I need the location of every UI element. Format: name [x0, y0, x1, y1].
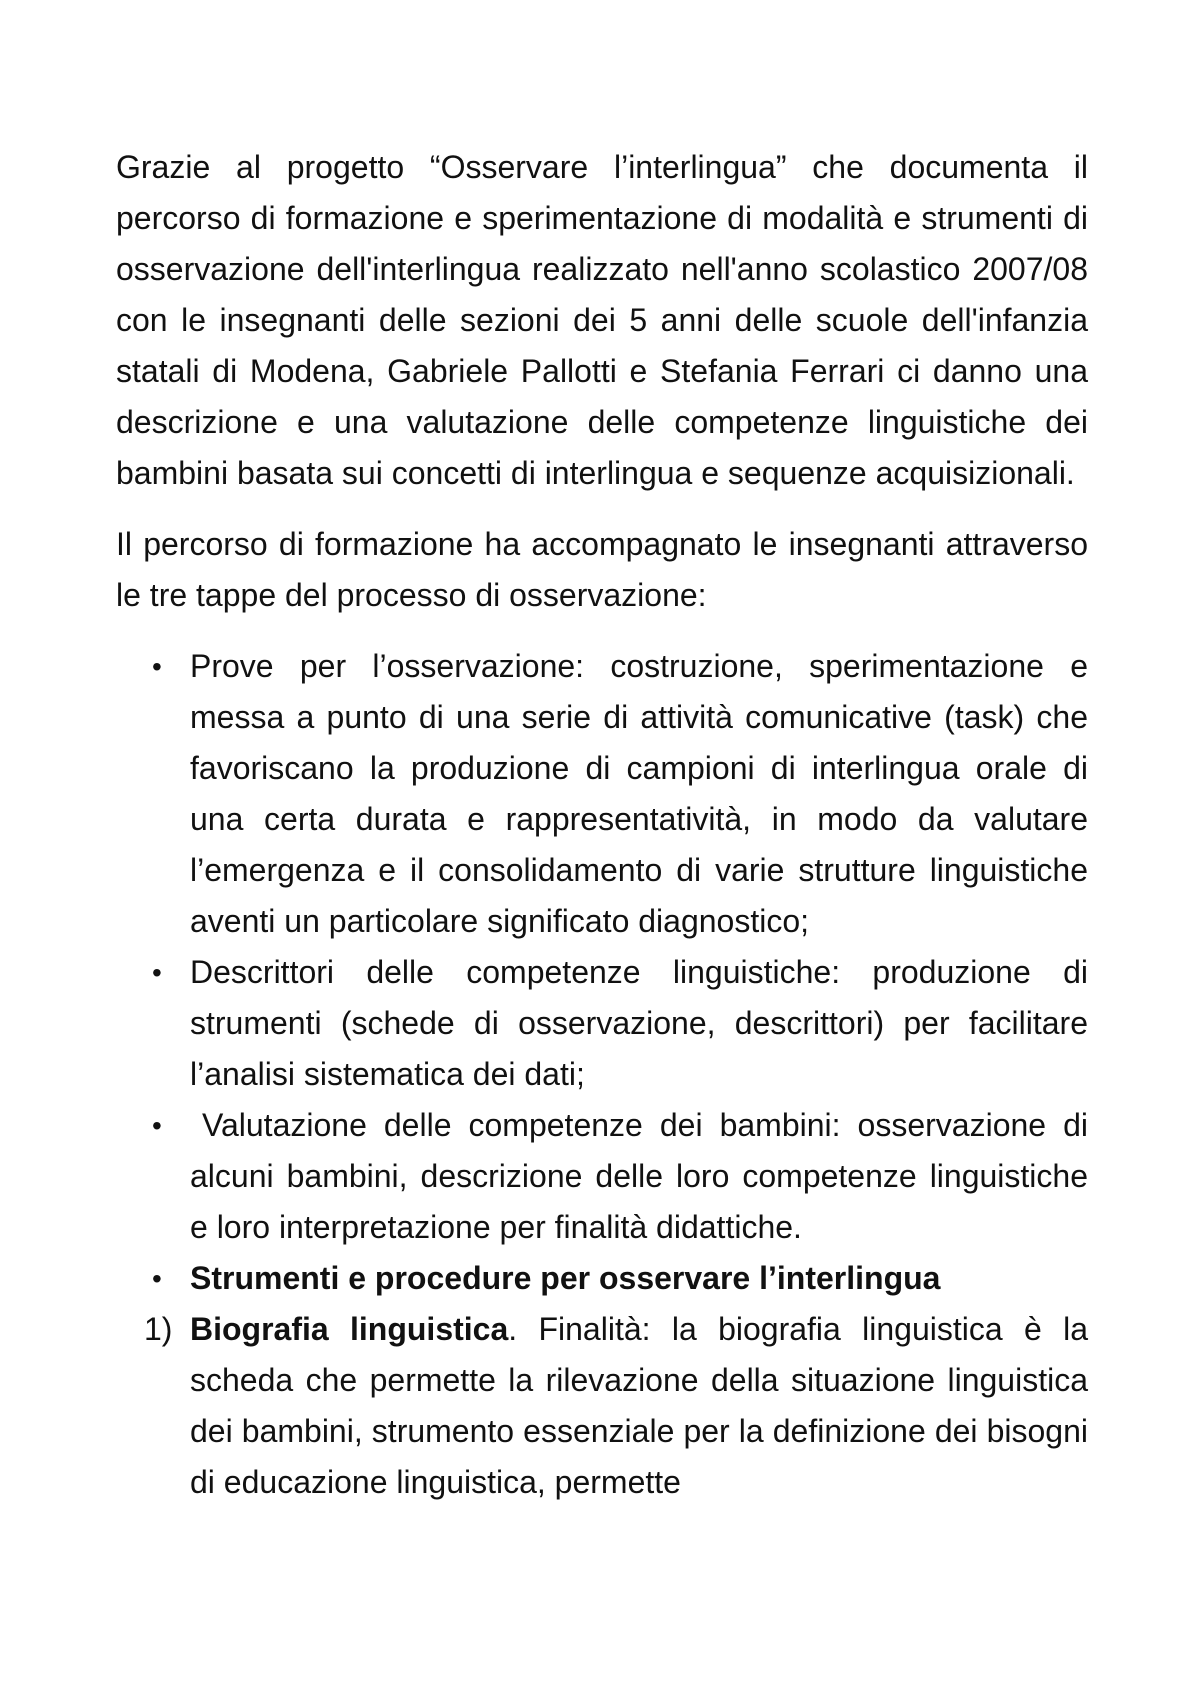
bullet-marker: • [152, 651, 162, 682]
list-item [116, 1100, 1088, 1253]
bullet-list [116, 641, 1088, 1304]
numbered-item [116, 1304, 1088, 1508]
intro-paragraph-1: Grazie al progetto “Osservare l’interlingua” che documenta il percorso di formazione e sperimentazione di modalità e strumenti di osservazione dell'interlingua realizzato nell'anno scolastico 2007/08 con le insegnanti delle sezioni dei 5 anni delle scuole dell'infanzia statali di Modena, Gabriele Pallotti e Stefania Ferrari ci danno una descrizione e una valutazione delle competenze linguistiche dei bambini basata sui concetti di interlingua e sequenze acquisizionali. [116, 149, 1088, 491]
intro-paragraph-2: Il percorso di formazione ha accompagnato le insegnanti attraverso le tre tappe del processo di osservazione: [116, 526, 1088, 613]
bullet-marker: • [152, 1110, 162, 1141]
item-number: 1) [144, 1311, 173, 1347]
list-item-text: Valutazione delle competenze dei bambini: osservazione di alcuni bambini, descrizione delle loro competenze linguistiche e loro interpretazione per finalità didattiche. [190, 1107, 1088, 1245]
bullet-marker: • [152, 1263, 162, 1294]
numbered-item-text: . Finalità: la biografia linguistica è la scheda che permette la rilevazione della situazione linguistica dei bambini, strumento essenziale per la definizione dei bisogni di educazione linguistica, permette [190, 1311, 1089, 1500]
list-item [116, 947, 1088, 1100]
numbered-list [116, 1304, 1088, 1508]
list-item [116, 641, 1088, 947]
section-heading: Strumenti e procedure per osservare l’interlingua [190, 1260, 941, 1296]
bullet-marker: • [152, 957, 162, 988]
list-item-bold [116, 1253, 1088, 1304]
numbered-item-title: Biografia linguistica [190, 1311, 509, 1347]
list-item-text: Prove per l’osservazione: costruzione, sperimentazione e messa a punto di una serie di attività comunicative (task) che favoriscano la produzione di campioni di interlingua orale di una certa durata e rappresentatività, in modo da valutare l’emergenza e il consolidamento di varie strutture linguistiche aventi un particolare significato diagnostico; [190, 648, 1088, 939]
list-item-text: Descrittori delle competenze linguistiche: produzione di strumenti (schede di osservazione, descrittori) per facilitare l’analisi sistematica dei dati; [190, 954, 1088, 1092]
